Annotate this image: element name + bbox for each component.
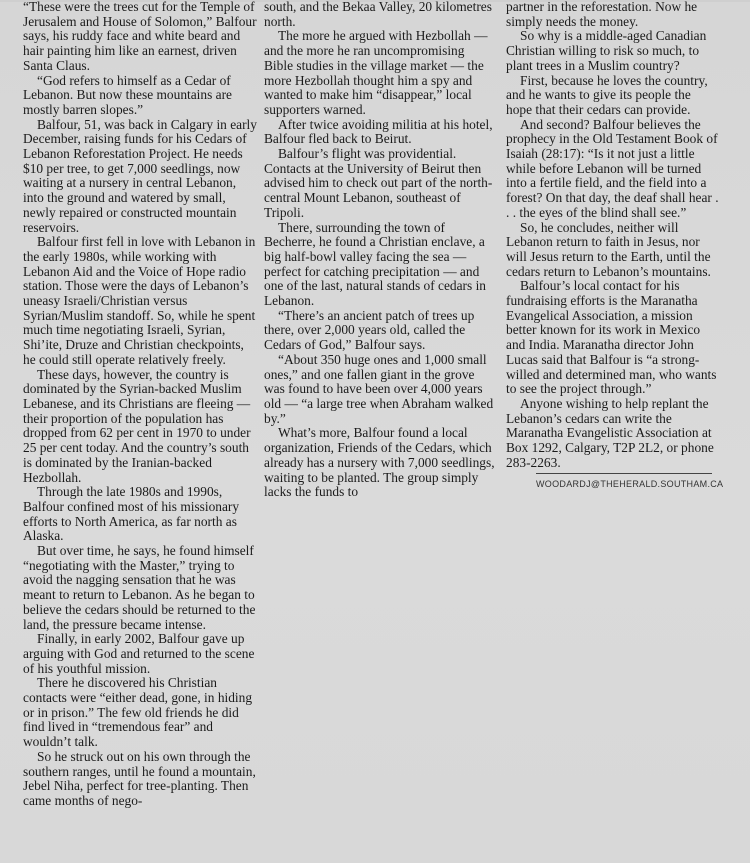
paragraph: Through the late 1980s and 1990s, Balfour confined most of his missionary efforts to North America, as far north as Alaska.	[23, 484, 240, 544]
paragraph: “God refers to himself as a Cedar of Lebanon. But now these mountains are mostly barren slopes.”	[23, 72, 232, 117]
paragraph: After twice avoiding militia at his hotel, Balfour fled back to Beirut.	[264, 116, 493, 147]
paragraph: What’s more, Balfour found a local organization, Friends of the Cedars, which already has a nursery with 7,000 seedlings, waiting to be planted. The group simply lacks the funds to	[264, 425, 495, 500]
paragraph: Anyone wishing to help replant the Lebanon’s cedars can write the Maranatha Evangelistic Association at Box 1292, Calgary, T2P 2L2, or phone 283-2263.	[506, 395, 714, 470]
paragraph: “About 350 huge ones and 1,000 small ones,” and one fallen giant in the grove was found to have been over 4,000 years old — “a large tree when Abraham walked by.”	[264, 351, 494, 426]
byline-divider	[536, 473, 712, 474]
paragraph: partner in the reforestation. Now he simply needs the money.	[506, 0, 698, 29]
paragraph: “These were the trees cut for the Temple of Jerusalem and House of Solomon,” Balfour says, his ruddy face and white beard and hair painting him like an earnest, driven Santa Claus.	[23, 0, 257, 73]
paragraph: So he struck out on his own through the southern ranges, until he found a mountain, Jebel Niha, perfect for tree-planting. Then came months of nego-	[23, 748, 256, 808]
paragraph: “There’s an ancient patch of trees up there, over 2,000 years old, called the Cedars of God,” Balfour says.	[264, 307, 475, 353]
paragraph: Balfour’s flight was providential. Contacts at the University of Beirut then advised him to check out part of the north-central Mount Lebanon, southeast of Tripoli.	[264, 146, 493, 220]
paragraph: south, and the Bekaa Valley, 20 kilometres north.	[264, 0, 492, 29]
paragraph: Balfour first fell in love with Lebanon in the early 1980s, while working with Lebanon Aid and the Voice of Hope radio station. Those were the days of Lebanon’s uneasy Israeli/Christian versus Syrian/Muslim standoff. So, while he spent much time negotiating Israeli, Syrian, Shi’ite, Druze and Christian checkpoints, he could still operate relatively freely.	[23, 234, 256, 367]
paragraph: There he discovered his Christian contacts were “either dead, gone, in hiding or in prison.” The few old friends he did find lived in “tremendous fear” and wouldn’t talk.	[23, 675, 253, 750]
paragraph: Finally, in early 2002, Balfour gave up arguing with God and returned to the scene of his youthful mission.	[23, 631, 255, 676]
article-column-2	[264, 0, 496, 500]
paragraph: Balfour’s local contact for his fundraising efforts is the Maranatha Evangelical Association, a mission better known for its work in Mexico and India. Maranatha director John Lucas said that Balfour is “a strong-willed and determined man, who wants to see the project through.”	[506, 278, 717, 397]
paragraph: Balfour, 51, was back in Calgary in early December, raising funds for his Cedars of Lebanon Reforestation Project. He needs $10 per tree, to get 7,000 seedlings, now waiting at a nursery in central Lebanon, into the ground and watered by small, newly repaired or constructed mountain reservoirs.	[23, 116, 257, 235]
paragraph: So why is a middle-aged Canadian Christian willing to risk so much, to plant trees in a Muslim country?	[506, 28, 707, 73]
paragraph: But over time, he says, he found himself “negotiating with the Master,” trying to avoid the nagging sensation that he was meant to return to Lebanon. As he began to believe the cedars should be returned to the land, the pressure became intense.	[23, 543, 256, 632]
article-column-1	[23, 0, 257, 809]
paragraph: First, because he loves the country, and he wants to give its people the hope that their cedars can provide.	[506, 72, 708, 117]
paragraph: And second? Balfour believes the prophecy in the Old Testament Book of Isaiah (28:17): “Is it not just a little while before Lebanon will be turned into a fertile field, and the field into a forest? On that day, the deaf shall hear . . . the eyes of the blind shall see.”	[506, 116, 719, 220]
paragraph: The more he argued with Hezbollah — and the more he ran uncompromising Bible studies in the village market — the more Hezbollah thought him a spy and wanted to make him “disappear,” local supporters warned.	[264, 28, 488, 117]
paragraph: So, he concludes, neither will Lebanon return to faith in Jesus, nor will Jesus return to the Earth, until the cedars return to Lebanon’s mountains.	[506, 219, 711, 279]
paragraph: There, surrounding the town of Becherre, he found a Christian enclave, a big half-bowl valley facing the sea — perfect for catching precipitation — and one of the last, natural stands of cedars in Lebanon.	[264, 219, 486, 309]
article-column-3	[506, 0, 724, 491]
byline-email: WOODARDJ@THEHERALD.SOUTHAM.CA	[536, 478, 724, 489]
article-column-3-body	[506, 0, 720, 471]
paragraph: These days, however, the country is dominated by the Syrian-backed Muslim Lebanese, and its Christians are fleeing — their proportion of the population has dropped from 62 per cent in 1970 to under 25 per cent today. And the country’s south is dominated by the Iranian-backed Hezbollah.	[23, 366, 251, 485]
